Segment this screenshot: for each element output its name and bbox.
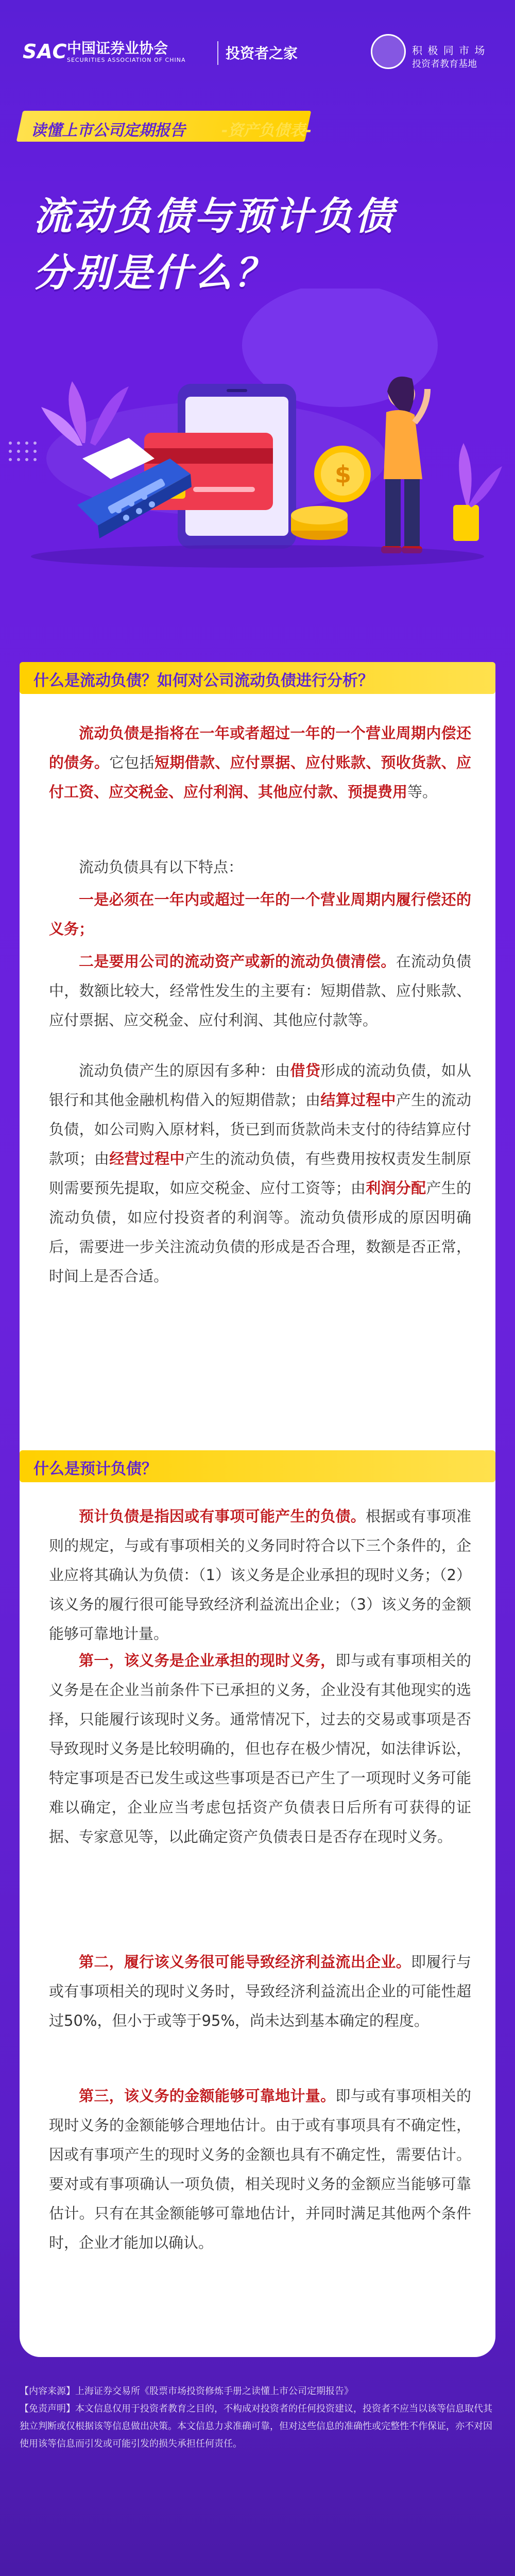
- title-line-2: 分别是什么？: [33, 251, 274, 295]
- partner-subtitle: 投资者教育基地: [412, 59, 477, 70]
- body-text: 即履行与或有事项相关的现时义务时，导致经济利益流出企业的可能性超过50%，但小于或等于95%，尚未达到基本确定的程度。: [49, 1953, 471, 2029]
- paragraph: [49, 885, 471, 944]
- paragraph: [49, 1056, 471, 1291]
- page-header: [0, 0, 515, 103]
- partner-name: 积 极 同 市 场: [412, 44, 486, 57]
- payment-illustration: [0, 289, 515, 618]
- emphasis-text: 借贷: [290, 1062, 321, 1079]
- sac-logo: SAC: [23, 40, 67, 63]
- emphasis-text: 结算过程中: [320, 1091, 396, 1109]
- header-divider: [217, 41, 218, 65]
- page-title: [33, 188, 395, 301]
- svg-text:$: $: [335, 461, 352, 488]
- body-text: 即与或有事项相关的义务是在企业当前条件下已承担的义务，企业没有其他现实的选择，只能履行该现时义务。通常情况下，过去的交易或事项是否导致现时义务是比较明确的，但也存在极少情况，如法律诉讼，特定事项是否已发生或这些事项是否已产生了一项现时义务可能难以确定，企业应当考虑包括资产负债表日后所有可获得的证据、专家意见等，以此确定资产负债表日是否存在现时义务。: [49, 1652, 471, 1845]
- org-name-en: SECURITIES ASSOCIATION OF CHINA: [67, 57, 186, 63]
- paragraph: [49, 1646, 471, 1852]
- series-banner-topic: -资产负债表-: [221, 122, 312, 140]
- plant-icon: [453, 443, 502, 541]
- section-question: 什么是流动负债？如何对公司流动负债进行分析？: [33, 672, 373, 690]
- body-text: 即与或有事项相关的现时义务的金额能够合理地估计。由于或有事项具有不确定性，因或有事项产生的现时义务的金额也具有不确定性，需要估计。要对或有事项确认一项负债，相关现时义务的金额应当能够可靠估计。只有在其金额能够可靠地估计，并同时满足其他两个条件时，企业才能加以确认。: [49, 2087, 471, 2251]
- disclaimer: 【免责声明】本文信息仅用于投资者教育之目的，不构成对投资者的任何投资建议，投资者不应当以该等信息取代其独立判断或仅根据该等信息做出决策。本文信息力求准确可靠，但对这些信息的准确性或完整性不作保证，亦不对因使用该等信息而引发或可能引发的损失承担任何责任。: [20, 2403, 492, 2449]
- emphasis-text: 第三，该义务的金额能够可靠地计量。: [79, 2087, 336, 2105]
- emphasis-text: 短期借款、应付票据、应付账款、预收货款、应付工资、应交税金、应付利润、其他应付款、预提费用: [49, 754, 471, 801]
- paragraph: [49, 947, 471, 1035]
- investor-home-label: 投资者之家: [226, 45, 298, 62]
- emphasis-text: 流动负债是指将在一年或者超过一年的一个营业周期内偿还的债务。: [49, 724, 471, 771]
- emphasis-text: 第二，履行该义务很可能导致经济利益流出企业。: [79, 1953, 411, 1971]
- emphasis-text: 二是要用公司的流动资产或新的流动负债清偿。: [79, 953, 396, 970]
- body-text: 产生的流动负债，如应付投资者的利润等。流动负债形成的原因明确后，需要进一步关注流动负债的形成是否合理，数额是否正常，时间上是否合适。: [49, 1179, 471, 1285]
- emphasis-text: 第一，该义务是企业承担的现时义务，: [79, 1652, 336, 1669]
- paragraph: [49, 719, 471, 807]
- org-name-cn: 中国证券业协会: [67, 40, 168, 57]
- body-text: 产生的流动负债，有些费用按权责发生制原则需要预先提取，如应交税金、应付工资等；由: [49, 1150, 471, 1197]
- emphasis-text: 预计负债是指因或有事项可能产生的负债。: [79, 1507, 366, 1525]
- section-question: 什么是预计负债？: [33, 1460, 157, 1478]
- emphasis-text: 经营过程中: [109, 1150, 185, 1167]
- body-text: 形成的流动负债，如从银行和其他金融机构借入的短期借款；由: [49, 1062, 471, 1109]
- body-text: 流动负债产生的原因有多种：由: [79, 1062, 290, 1079]
- emphasis-text: 一是必须在一年内或超过一年的一个营业周期内履行偿还的义务；: [49, 891, 471, 938]
- body-text: 在流动负债中，数额比较大，经常性发生的主要有：短期借款、应付账款、应付票据、应交税金、应付利润、其他应付款等。: [49, 953, 471, 1029]
- title-line-1: 流动负债与预计负债: [33, 194, 395, 239]
- paragraph: 流动负债具有以下特点：: [79, 858, 244, 876]
- ground-shadow: [31, 545, 484, 568]
- dot-grid-icon: [9, 442, 37, 461]
- body-text: 根据或有事项准则的规定，与或有事项相关的义务同时符合以下三个条件的，企业应将其确认为负债：（1）该义务是企业承担的现时义务；（2）该义务的履行很可能导致经济利益流出企业；（3）该义务的金额能够可靠地计量。: [49, 1507, 471, 1642]
- person-illustration: [381, 377, 427, 553]
- paragraph: [49, 1502, 471, 1649]
- partner-logo-icon: [371, 34, 406, 69]
- emphasis-text: 利润分配: [366, 1179, 426, 1197]
- content-source: 【内容来源】上海证券交易所《股票市场投资修炼手册之读懂上市公司定期报告》: [20, 2386, 353, 2397]
- body-text: 等。: [407, 783, 438, 801]
- page-footer: [20, 2383, 495, 2453]
- series-banner-text: 读懂上市公司定期报告: [31, 122, 185, 140]
- body-text: 产生的流动负债，如公司购入原材料，货已到而货款尚未支付的待结算应付款项；由: [49, 1091, 471, 1167]
- paragraph: [49, 1947, 471, 2036]
- paragraph: [49, 2081, 471, 2258]
- body-text: 它包括: [109, 754, 155, 771]
